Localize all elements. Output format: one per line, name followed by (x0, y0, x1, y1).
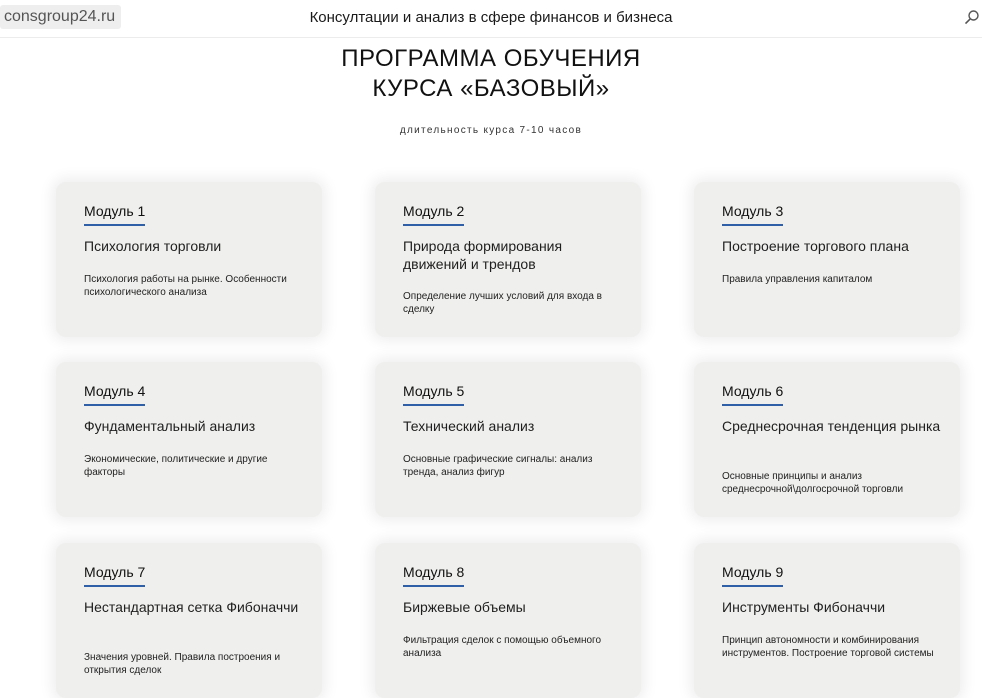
module-card-7[interactable] (56, 543, 322, 698)
module-title: Построение торгового плана (722, 238, 909, 254)
module-card-5[interactable] (375, 362, 641, 517)
search-icon[interactable] (964, 9, 980, 25)
module-card-6[interactable] (694, 362, 960, 517)
module-card-8[interactable] (375, 543, 641, 698)
module-description: Правила управления капиталом (722, 274, 873, 285)
module-card-3[interactable] (694, 182, 960, 337)
module-title: Фундаментальный анализ (84, 418, 256, 434)
module-title: Среднесрочная тенденция рынка (722, 418, 941, 434)
module-description: Экономические, политические и другие факторы (84, 454, 268, 478)
course-duration: длительность курса 7-10 часов (399, 125, 583, 136)
module-title: Технический анализ (403, 418, 535, 434)
module-title: Биржевые объемы (403, 599, 526, 615)
module-description: Принцип автономности и комбинирования инструментов. Построение торговой системы (722, 635, 934, 659)
module-description: Определение лучших условий для входа в сделку (403, 291, 602, 315)
module-description: Основные принципы и анализ среднесрочной\долгосрочной торговли (722, 471, 904, 495)
module-card-9[interactable] (694, 543, 960, 698)
module-label: Модуль 4 (84, 383, 145, 406)
module-label: Модуль 2 (403, 203, 464, 226)
module-label: Модуль 1 (84, 203, 145, 226)
module-card-2[interactable] (375, 182, 641, 337)
module-title: Психология торговли (84, 238, 222, 254)
site-domain[interactable]: consgroup24.ru (0, 5, 121, 29)
module-label: Модуль 5 (403, 383, 464, 406)
module-title: Природа формирования движений и трендов (403, 238, 563, 272)
page-title (0, 44, 982, 104)
module-label: Модуль 9 (722, 564, 783, 587)
module-title: Нестандартная сетка Фибоначчи (84, 599, 299, 615)
module-label: Модуль 8 (403, 564, 464, 587)
module-card-4[interactable] (56, 362, 322, 517)
module-label: Модуль 7 (84, 564, 145, 587)
module-description: Значения уровней. Правила построения и открытия сделок (84, 652, 281, 676)
site-tagline: Консултации и анализ в сфере финансов и бизнеса (309, 9, 673, 26)
module-description: Психология работы на рынке. Особенности психологического анализа (84, 274, 287, 298)
top-bar (0, 0, 982, 38)
page-title-line-1: ПРОГРАММА ОБУЧЕНИЯ (341, 45, 641, 72)
module-label: Модуль 6 (722, 383, 783, 406)
module-description: Фильтрация сделок с помощью объемного анализа (403, 635, 602, 659)
module-card-1[interactable] (56, 182, 322, 337)
module-label: Модуль 3 (722, 203, 783, 226)
module-title: Инструменты Фибоначчи (722, 599, 886, 615)
module-description: Основные графические сигналы: анализ тренда, анализ фигур (403, 454, 593, 478)
page-title-line-2: КУРСА «БАЗОВЫЙ» (372, 75, 610, 102)
